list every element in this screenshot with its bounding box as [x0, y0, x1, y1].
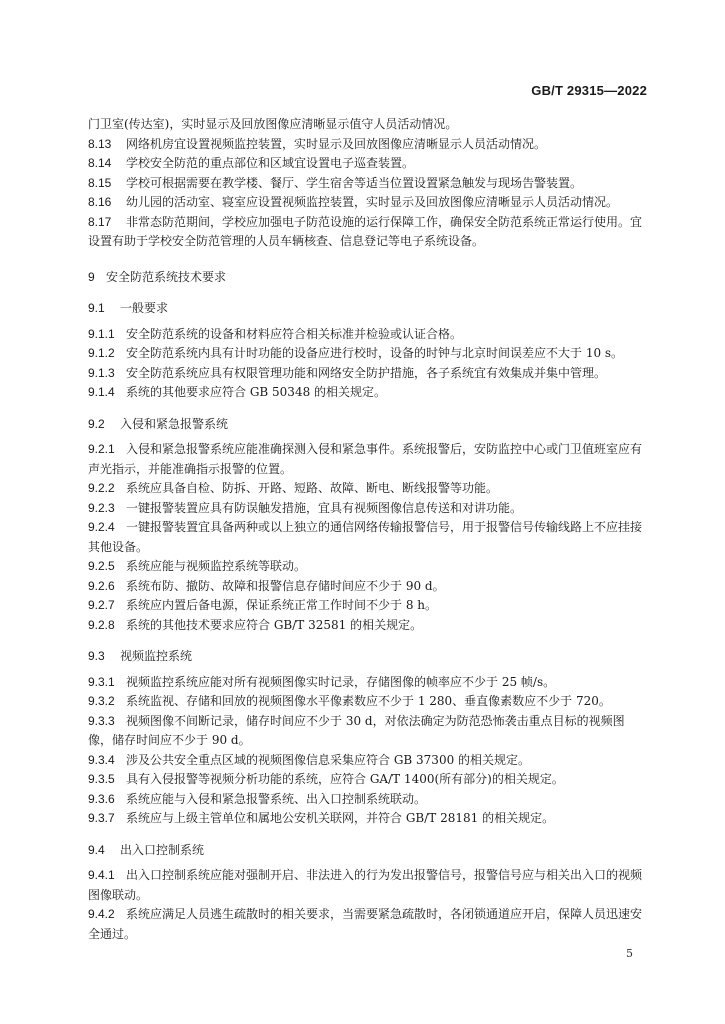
clause-item: 9.3.7 系统应与上级主管单位和属地公安机关联网，并符合 GB/T 28181 的相关规定。: [88, 811, 555, 825]
clause-item: 8.17 非常态防范期间，学校应加强电子防范设施的运行保障工作，确保安全防范系统正常运行使用。宜设置有助于学校安全防范管理的人员车辆核查、信息登记等电子系统设备。: [88, 214, 643, 248]
clause-item: 9.2.5 系统应能与视频监控系统等联动。: [88, 559, 307, 573]
clause-item: 9.2.2 系统应具备自检、防拆、开路、短路、故障、断电、断线报警等功能。: [88, 481, 499, 495]
clause-item: 9.3.4 涉及公共安全重点区域的视频图像信息采集应符合 GB 37300 的相关规定。: [88, 752, 531, 767]
clause-item: 9.2.3 一键报警装置应具有防误触发措施，宜具有视频图像信息传送和对讲功能。: [88, 500, 523, 515]
clause-item: 9.3.5 具有入侵报警等视频分析功能的系统，应符合 GA/T 1400(所有部分)的相关规定。: [88, 772, 564, 786]
section-heading: 9.4 出入口控制系统: [88, 842, 205, 857]
clause-item: 9.4.2 系统应满足人员逃生疏散时的相关要求，当需要紧急疏散时，各闭锁通道应开启，保障人员迅速安全通过。: [88, 907, 643, 941]
clause-item: 9.4.1 出入口控制系统应能对强制开启、非法进入的行为发出报警信号，报警信号应与相关出入口的视频图像联动。: [88, 868, 643, 902]
clause-item: 9.3.2 系统监视、存储和回放的视频图像水平像素数应不少于 1 280、垂直像素数应不少于 720。: [88, 694, 611, 708]
clause-item: 9.2.4 一键报警装置宜具备两种或以上独立的通信网络传输报警信号，用于报警信号传输线路上不应挂接其他设备。: [88, 520, 643, 554]
clause-item: 9.3.3 视频图像不间断记录，储存时间应不少于 30 d，对依法确定为防范恐怖袭击重点目标的视频图像，储存时间应不少于 90 d。: [88, 713, 625, 747]
clause-item: 9.2.1 入侵和紧急报警系统应能准确探测入侵和紧急事件。系统报警后，安防监控中心或门卫值班室应有声光指示，并能准确指示报警的位置。: [88, 442, 643, 476]
clause-8-items: [88, 135, 648, 252]
clause-item: 9.3.6 系统应能与入侵和紧急报警系统、出入口控制系统联动。: [88, 791, 427, 806]
page-number: 5: [626, 947, 633, 960]
clause-item: 8.16 幼儿园的活动室、寝室应设置视频监控装置，实时显示及回放图像应清晰显示人员活动情况。: [88, 195, 619, 209]
clause-item: 9.2.7 系统应内置后备电源，保证系统正常工作时间不少于 8 h。: [88, 598, 437, 612]
continued-paragraph: 门卫室(传达室)，实时显示及回放图像应清晰显示值守人员活动情况。: [88, 117, 458, 131]
clause-item: 8.13 网络机房宜设置视频监控装置，实时显示及回放图像应清晰显示人员活动情况。: [88, 136, 547, 151]
clause-item: 9.2.8 系统的其他技术要求应符合 GB/T 32581 的相关规定。: [88, 617, 423, 632]
page-content: [88, 115, 648, 944]
standard-number: GB/T 29315—2022: [531, 83, 647, 98]
clause-item: 9.1.2 安全防范系统内具有计时功能的设备应进行校时，设备的时钟与北京时间误差应不大于 10 s。: [88, 346, 624, 360]
clause-item: 9.1.3 安全防范系统应具有权限管理功能和网络安全防护措施，各子系统宜有效集成并集中管理。: [88, 365, 607, 380]
clause-item: 9.1.1 安全防范系统的设备和材料应符合相关标准并检验或认证合格。: [88, 326, 463, 341]
clause-item: 9.3.1 视频监控系统应能对所有视频图像实时记录，存储图像的帧率应不少于 25 帧/s。: [88, 674, 556, 689]
section-heading: 9.3 视频监控系统: [88, 649, 193, 663]
section-heading: 9.2 入侵和紧急报警系统: [88, 416, 229, 431]
section-heading: 9.1 一般要求: [88, 301, 169, 315]
chapter-heading: 9 安全防范系统技术要求: [88, 269, 227, 284]
clause-item: 9.1.4 系统的其他要求应符合 GB 50348 的相关规定。: [88, 385, 387, 399]
clause-item: 8.14 学校安全防范的重点部位和区域宜设置电子巡查装置。: [88, 156, 415, 170]
clause-item: 8.15 学校可根据需要在教学楼、餐厅、学生宿舍等适当位置设置紧急触发与现场告警装置。: [88, 175, 583, 190]
clause-item: 9.2.6 系统布防、撤防、故障和报警信息存储时间应不少于 90 d。: [88, 578, 445, 593]
